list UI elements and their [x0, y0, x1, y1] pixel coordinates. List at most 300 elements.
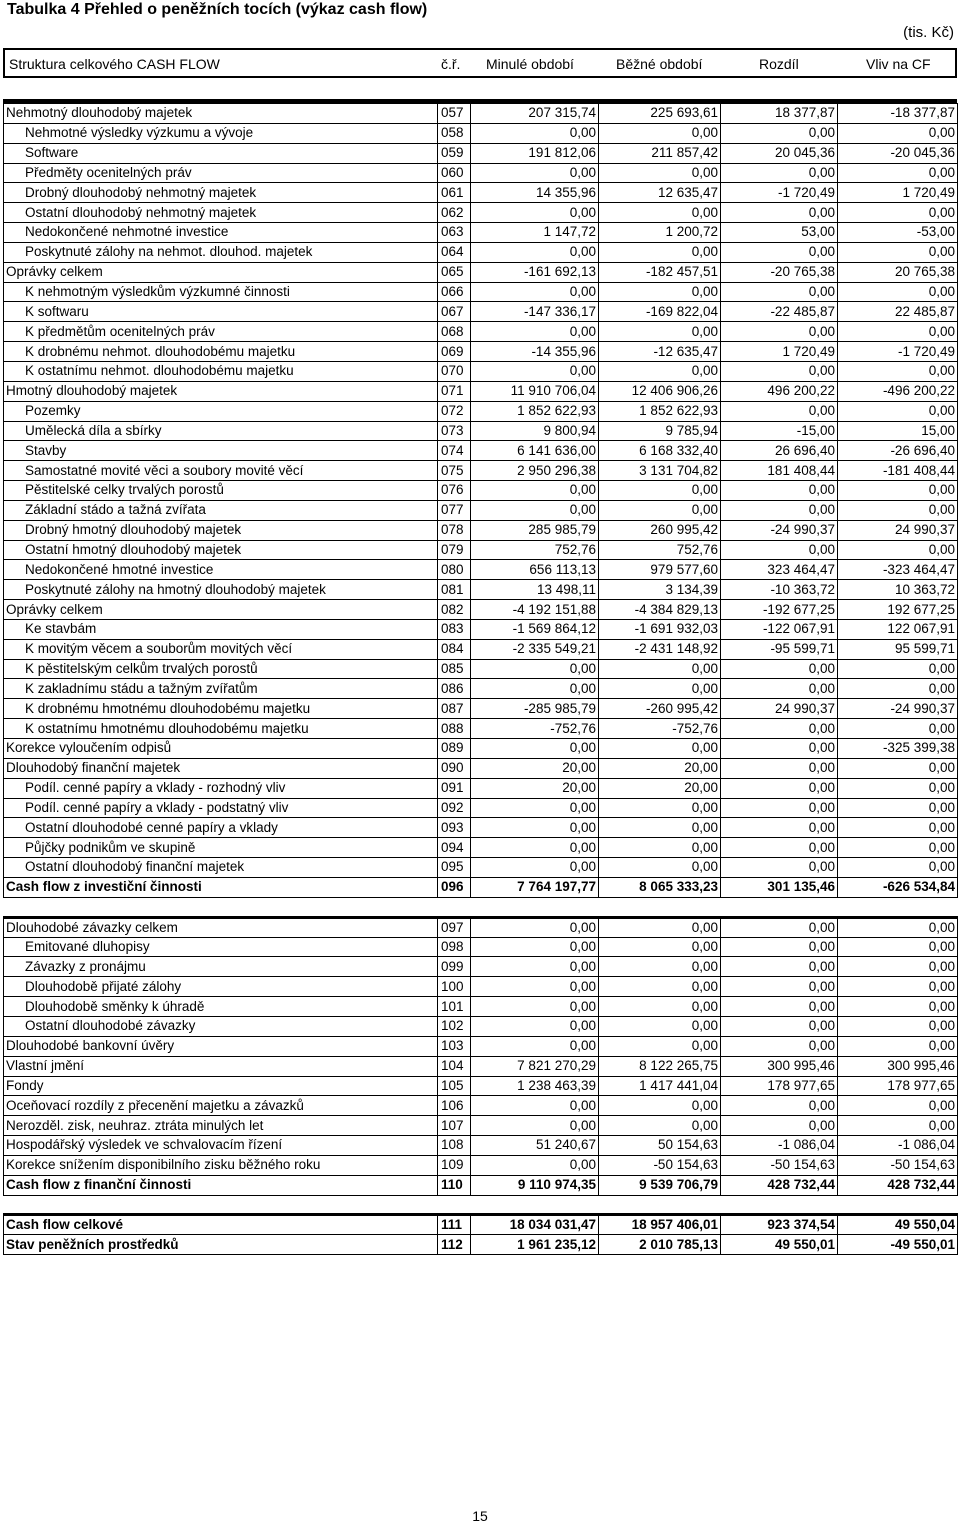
row-cf-value: 0,00 [838, 401, 958, 421]
table-row [4, 977, 958, 997]
row-diff-value: 0,00 [721, 778, 838, 798]
row-label: Umělecká díla a sbírky [4, 421, 438, 441]
spacer-cell [721, 1195, 838, 1215]
row-label: Oceňovací rozdíly z přecenění majetku a závazků [4, 1096, 438, 1116]
row-code: 106 [438, 1096, 471, 1116]
spacer-cell [721, 897, 838, 917]
row-prev-value: 752,76 [471, 540, 599, 560]
row-diff-value: 0,00 [721, 977, 838, 997]
row-diff-value: 0,00 [721, 1036, 838, 1056]
row-prev-value: 0,00 [471, 500, 599, 520]
row-curr-value: -169 822,04 [599, 302, 721, 322]
row-label: Pěstitelské celky trvalých porostů [4, 481, 438, 501]
row-code: 094 [438, 838, 471, 858]
row-label: Poskytnuté zálohy na nehmot. dlouhod. majetek [4, 242, 438, 262]
row-code: 091 [438, 778, 471, 798]
row-diff-value: 496 200,22 [721, 381, 838, 401]
row-code: 060 [438, 163, 471, 183]
row-label: K drobnému hmotnému dlouhodobému majetku [4, 699, 438, 719]
row-prev-value: 18 034 031,47 [471, 1215, 599, 1235]
row-cf-value: 24 990,37 [838, 520, 958, 540]
row-label: Nedokončené hmotné investice [4, 560, 438, 580]
table-row [4, 540, 958, 560]
row-prev-value: 0,00 [471, 917, 599, 937]
row-cf-value: 0,00 [838, 1096, 958, 1116]
row-diff-value: 0,00 [721, 739, 838, 759]
table-row [4, 619, 958, 639]
table-row [4, 798, 958, 818]
row-curr-value: 12 635,47 [599, 183, 721, 203]
row-diff-value: 0,00 [721, 242, 838, 262]
row-label: Cash flow z finanční činnosti [4, 1175, 438, 1195]
row-diff-value: -24 990,37 [721, 520, 838, 540]
row-diff-value: -15,00 [721, 421, 838, 441]
row-prev-value: 6 141 636,00 [471, 441, 599, 461]
row-prev-value: 7 764 197,77 [471, 877, 599, 897]
row-diff-value: -20 765,38 [721, 262, 838, 282]
row-prev-value: -752,76 [471, 719, 599, 739]
row-label: Ostatní dlouhodobé cenné papíry a vklady [4, 818, 438, 838]
row-curr-value: 8 122 265,75 [599, 1056, 721, 1076]
row-label: Ke stavbám [4, 619, 438, 639]
row-prev-value: 0,00 [471, 203, 599, 223]
row-curr-value: -1 691 932,03 [599, 619, 721, 639]
row-curr-value: 20,00 [599, 758, 721, 778]
spacer-cell [438, 897, 471, 917]
row-curr-value: 0,00 [599, 997, 721, 1017]
row-prev-value: -2 335 549,21 [471, 639, 599, 659]
row-code: 063 [438, 223, 471, 243]
row-curr-value: 0,00 [599, 957, 721, 977]
row-cf-value: 300 995,46 [838, 1056, 958, 1076]
row-prev-value: 51 240,67 [471, 1136, 599, 1156]
row-curr-value: 0,00 [599, 977, 721, 997]
row-curr-value: 1 200,72 [599, 223, 721, 243]
row-code: 100 [438, 977, 471, 997]
row-curr-value: 18 957 406,01 [599, 1215, 721, 1235]
row-label: K ostatnímu nehmot. dlouhodobému majetku [4, 361, 438, 381]
row-code: 104 [438, 1056, 471, 1076]
row-code: 065 [438, 262, 471, 282]
row-curr-value: -2 431 148,92 [599, 639, 721, 659]
row-cf-value: 192 677,25 [838, 600, 958, 620]
row-code: 086 [438, 679, 471, 699]
row-curr-value: -50 154,63 [599, 1155, 721, 1175]
row-diff-value: 0,00 [721, 123, 838, 143]
row-code: 057 [438, 104, 471, 124]
row-cf-value: 0,00 [838, 242, 958, 262]
row-code: 108 [438, 1136, 471, 1156]
row-prev-value: 0,00 [471, 818, 599, 838]
row-label: Cash flow z investiční činnosti [4, 877, 438, 897]
row-label: Ostatní dlouhodobé závazky [4, 1016, 438, 1036]
row-diff-value: -95 599,71 [721, 639, 838, 659]
row-diff-value: 428 732,44 [721, 1175, 838, 1195]
row-cf-value: 1 720,49 [838, 183, 958, 203]
row-diff-value: 0,00 [721, 540, 838, 560]
row-diff-value: 24 990,37 [721, 699, 838, 719]
row-cf-value: 0,00 [838, 322, 958, 342]
row-label: Dlouhodobě přijaté zálohy [4, 977, 438, 997]
row-cf-value: 0,00 [838, 937, 958, 957]
row-code: 092 [438, 798, 471, 818]
row-cf-value: 15,00 [838, 421, 958, 441]
row-diff-value: 1 720,49 [721, 342, 838, 362]
row-diff-value: 0,00 [721, 679, 838, 699]
table-row [4, 1155, 958, 1175]
row-prev-value: -161 692,13 [471, 262, 599, 282]
row-label: Ostatní dlouhodobý nehmotný majetek [4, 203, 438, 223]
row-label: Fondy [4, 1076, 438, 1096]
row-code: 062 [438, 203, 471, 223]
row-label: Dlouhodobý finanční majetek [4, 758, 438, 778]
row-diff-value: 0,00 [721, 500, 838, 520]
table-row [4, 143, 958, 163]
row-cf-value: -181 408,44 [838, 461, 958, 481]
row-code: 089 [438, 739, 471, 759]
table-row [4, 242, 958, 262]
row-label: Software [4, 143, 438, 163]
row-label: Vlastní jmění [4, 1056, 438, 1076]
row-diff-value: 0,00 [721, 719, 838, 739]
row-prev-value: 13 498,11 [471, 580, 599, 600]
row-code: 068 [438, 322, 471, 342]
row-diff-value: 0,00 [721, 401, 838, 421]
row-curr-value: 6 168 332,40 [599, 441, 721, 461]
row-label: Ostatní dlouhodobý finanční majetek [4, 858, 438, 878]
row-diff-value: 26 696,40 [721, 441, 838, 461]
row-diff-value: 0,00 [721, 997, 838, 1017]
row-cf-value: 0,00 [838, 1016, 958, 1036]
table-row [4, 282, 958, 302]
row-cf-value: -1 720,49 [838, 342, 958, 362]
row-code: 082 [438, 600, 471, 620]
row-label: Dlouhodobé bankovní úvěry [4, 1036, 438, 1056]
row-prev-value: 9 110 974,35 [471, 1175, 599, 1195]
row-label: Emitované dluhopisy [4, 937, 438, 957]
table-row [4, 421, 958, 441]
row-cf-value: 428 732,44 [838, 1175, 958, 1195]
row-curr-value: 0,00 [599, 242, 721, 262]
row-label: K softwaru [4, 302, 438, 322]
row-code: 064 [438, 242, 471, 262]
row-prev-value: 207 315,74 [471, 104, 599, 124]
row-label: Drobný dlouhodobý nehmotný majetek [4, 183, 438, 203]
row-cf-value: -26 696,40 [838, 441, 958, 461]
row-curr-value: 0,00 [599, 659, 721, 679]
row-code: 110 [438, 1175, 471, 1195]
row-cf-value: 178 977,65 [838, 1076, 958, 1096]
row-label: Podíl. cenné papíry a vklady - rozhodný vliv [4, 778, 438, 798]
row-code: 101 [438, 997, 471, 1017]
row-curr-value: 0,00 [599, 282, 721, 302]
row-diff-value: -192 677,25 [721, 600, 838, 620]
row-diff-value: 53,00 [721, 223, 838, 243]
row-diff-value: 178 977,65 [721, 1076, 838, 1096]
row-diff-value: 0,00 [721, 758, 838, 778]
row-code: 099 [438, 957, 471, 977]
table-row [4, 699, 958, 719]
row-prev-value: 1 238 463,39 [471, 1076, 599, 1096]
row-curr-value: 0,00 [599, 679, 721, 699]
row-code: 093 [438, 818, 471, 838]
table-row [4, 639, 958, 659]
row-prev-value: 191 812,06 [471, 143, 599, 163]
row-cf-value: -18 377,87 [838, 104, 958, 124]
row-cf-value: 0,00 [838, 540, 958, 560]
row-label: Ostatní hmotný dlouhodobý majetek [4, 540, 438, 560]
row-label: K nehmotným výsledkům výzkumné činnosti [4, 282, 438, 302]
table-header [3, 48, 957, 78]
row-cf-value: 0,00 [838, 778, 958, 798]
row-cf-value: -24 990,37 [838, 699, 958, 719]
row-label: Stavby [4, 441, 438, 461]
row-prev-value: 0,00 [471, 1016, 599, 1036]
row-cf-value: 0,00 [838, 838, 958, 858]
table-row [4, 223, 958, 243]
table-row [4, 123, 958, 143]
row-cf-value: -496 200,22 [838, 381, 958, 401]
row-prev-value: 20,00 [471, 778, 599, 798]
row-curr-value: 3 131 704,82 [599, 461, 721, 481]
row-prev-value: 0,00 [471, 1096, 599, 1116]
row-prev-value: -147 336,17 [471, 302, 599, 322]
row-cf-value: 0,00 [838, 1116, 958, 1136]
row-label: Předměty ocenitelných práv [4, 163, 438, 183]
row-diff-value: 0,00 [721, 917, 838, 937]
row-diff-value: -122 067,91 [721, 619, 838, 639]
row-diff-value: 0,00 [721, 322, 838, 342]
row-curr-value: 0,00 [599, 123, 721, 143]
row-prev-value: 0,00 [471, 242, 599, 262]
row-cf-value: 0,00 [838, 1036, 958, 1056]
table-row [4, 818, 958, 838]
row-code: 079 [438, 540, 471, 560]
row-label: K drobnému nehmot. dlouhodobému majetku [4, 342, 438, 362]
row-label: Nerozděl. zisk, neuhraz. ztráta minulých let [4, 1116, 438, 1136]
row-label: Nehmotné výsledky výzkumu a vývoje [4, 123, 438, 143]
table-row [4, 520, 958, 540]
row-cf-value: 0,00 [838, 500, 958, 520]
table-row [4, 104, 958, 124]
row-prev-value: 9 800,94 [471, 421, 599, 441]
row-diff-value: -50 154,63 [721, 1155, 838, 1175]
table-row [4, 1076, 958, 1096]
row-diff-value: 0,00 [721, 798, 838, 818]
row-curr-value: 0,00 [599, 1036, 721, 1056]
row-label: K zakladnímu stádu a tažným zvířatům [4, 679, 438, 699]
row-diff-value: -1 086,04 [721, 1136, 838, 1156]
row-prev-value: 0,00 [471, 1036, 599, 1056]
table-row [4, 342, 958, 362]
row-prev-value: 0,00 [471, 123, 599, 143]
row-cf-value: -53,00 [838, 223, 958, 243]
row-cf-value: 0,00 [838, 123, 958, 143]
table-row [4, 163, 958, 183]
spacer-cell [4, 897, 438, 917]
row-code: 098 [438, 937, 471, 957]
row-curr-value: 225 693,61 [599, 104, 721, 124]
row-cf-value: 0,00 [838, 481, 958, 501]
row-code: 058 [438, 123, 471, 143]
row-diff-value: 0,00 [721, 481, 838, 501]
row-cf-value: 0,00 [838, 858, 958, 878]
table-row [4, 778, 958, 798]
row-label: Stav peněžních prostředků [4, 1235, 438, 1255]
table-row [4, 401, 958, 421]
table-row [4, 183, 958, 203]
table-row [4, 461, 958, 481]
row-curr-value: 0,00 [599, 858, 721, 878]
row-diff-value: 0,00 [721, 838, 838, 858]
row-prev-value: 0,00 [471, 481, 599, 501]
row-diff-value: 49 550,01 [721, 1235, 838, 1255]
row-prev-value: -285 985,79 [471, 699, 599, 719]
row-code: 070 [438, 361, 471, 381]
row-diff-value: 18 377,87 [721, 104, 838, 124]
row-cf-value: 0,00 [838, 163, 958, 183]
row-curr-value: 9 539 706,79 [599, 1175, 721, 1195]
row-label: Podíl. cenné papíry a vklady - podstatný vliv [4, 798, 438, 818]
row-diff-value: 0,00 [721, 203, 838, 223]
row-label: Cash flow celkové [4, 1215, 438, 1235]
row-code: 067 [438, 302, 471, 322]
row-prev-value: -1 569 864,12 [471, 619, 599, 639]
row-curr-value: 0,00 [599, 481, 721, 501]
row-prev-value: 1 961 235,12 [471, 1235, 599, 1255]
row-label: Dlouhodobě směnky k úhradě [4, 997, 438, 1017]
table-row [4, 381, 958, 401]
row-prev-value: 0,00 [471, 739, 599, 759]
table-row [4, 1175, 958, 1195]
table-row [4, 758, 958, 778]
row-prev-value: 2 950 296,38 [471, 461, 599, 481]
row-prev-value: 285 985,79 [471, 520, 599, 540]
row-diff-value: 0,00 [721, 1016, 838, 1036]
row-label: Nedokončené nehmotné investice [4, 223, 438, 243]
row-prev-value: 0,00 [471, 679, 599, 699]
row-cf-value: -49 550,01 [838, 1235, 958, 1255]
row-cf-value: 0,00 [838, 997, 958, 1017]
row-curr-value: -260 995,42 [599, 699, 721, 719]
row-curr-value: 12 406 906,26 [599, 381, 721, 401]
header-prev: Minulé období [486, 56, 574, 72]
row-code: 071 [438, 381, 471, 401]
table-row [4, 560, 958, 580]
table-row [4, 719, 958, 739]
row-label: Půjčky podnikům ve skupině [4, 838, 438, 858]
row-cf-value: -1 086,04 [838, 1136, 958, 1156]
spacer-cell [438, 1195, 471, 1215]
row-cf-value: 0,00 [838, 977, 958, 997]
table-row [4, 600, 958, 620]
table-row [4, 262, 958, 282]
row-prev-value: 7 821 270,29 [471, 1056, 599, 1076]
row-curr-value: 260 995,42 [599, 520, 721, 540]
row-diff-value: 20 045,36 [721, 143, 838, 163]
row-prev-value: -4 192 151,88 [471, 600, 599, 620]
row-label: Poskytnuté zálohy na hmotný dlouhodobý majetek [4, 580, 438, 600]
row-curr-value: 2 010 785,13 [599, 1235, 721, 1255]
row-curr-value: 0,00 [599, 322, 721, 342]
row-prev-value: 0,00 [471, 361, 599, 381]
row-curr-value: 0,00 [599, 163, 721, 183]
row-code: 095 [438, 858, 471, 878]
row-curr-value: 0,00 [599, 361, 721, 381]
table-row [4, 1056, 958, 1076]
row-cf-value: 0,00 [838, 917, 958, 937]
row-code: 102 [438, 1016, 471, 1036]
row-prev-value: 0,00 [471, 282, 599, 302]
table-row [4, 1116, 958, 1136]
row-label: Oprávky celkem [4, 600, 438, 620]
row-prev-value: 0,00 [471, 977, 599, 997]
row-code: 078 [438, 520, 471, 540]
row-diff-value: 181 408,44 [721, 461, 838, 481]
row-prev-value: 0,00 [471, 163, 599, 183]
row-diff-value: 0,00 [721, 937, 838, 957]
table-row [4, 659, 958, 679]
row-cf-value: 0,00 [838, 203, 958, 223]
row-cf-value: 0,00 [838, 719, 958, 739]
row-code: 081 [438, 580, 471, 600]
table-row [4, 1235, 958, 1255]
spacer-cell [4, 1195, 438, 1215]
table-row [4, 679, 958, 699]
row-label: K ostatnímu hmotnému dlouhodobému majetku [4, 719, 438, 739]
row-diff-value: 0,00 [721, 1096, 838, 1116]
row-curr-value: 0,00 [599, 203, 721, 223]
spacer-cell [838, 897, 958, 917]
row-label: Závazky z pronájmu [4, 957, 438, 977]
row-curr-value: 0,00 [599, 739, 721, 759]
row-label: Samostatné movité věci a soubory movité věcí [4, 461, 438, 481]
row-curr-value: -12 635,47 [599, 342, 721, 362]
row-label: Nehmotný dlouhodobý majetek [4, 104, 438, 124]
table-row [4, 361, 958, 381]
row-label: Pozemky [4, 401, 438, 421]
unit-label: (tis. Kč) [903, 24, 954, 41]
table-row [4, 481, 958, 501]
row-code: 066 [438, 282, 471, 302]
row-code: 088 [438, 719, 471, 739]
row-label: K předmětům ocenitelných práv [4, 322, 438, 342]
row-cf-value: 0,00 [838, 679, 958, 699]
row-cf-value: -50 154,63 [838, 1155, 958, 1175]
row-cf-value: 20 765,38 [838, 262, 958, 282]
spacer-cell [838, 1195, 958, 1215]
row-label: K pěstitelským celkům trvalých porostů [4, 659, 438, 679]
row-code: 087 [438, 699, 471, 719]
header-code: č.ř. [441, 56, 461, 72]
row-code: 109 [438, 1155, 471, 1175]
table-row [4, 997, 958, 1017]
row-curr-value: 0,00 [599, 818, 721, 838]
row-code: 061 [438, 183, 471, 203]
table-row [4, 1136, 958, 1156]
row-code: 073 [438, 421, 471, 441]
row-label: Dlouhodobé závazky celkem [4, 917, 438, 937]
table-row [4, 322, 958, 342]
table-row [4, 739, 958, 759]
row-label: Drobný hmotný dlouhodobý majetek [4, 520, 438, 540]
page-title: Tabulka 4 Přehled o peněžních tocích (výkaz cash flow) [7, 1, 428, 18]
row-code: 107 [438, 1116, 471, 1136]
row-diff-value: -10 363,72 [721, 580, 838, 600]
row-cf-value: 122 067,91 [838, 619, 958, 639]
row-prev-value: 0,00 [471, 798, 599, 818]
row-cf-value: 0,00 [838, 818, 958, 838]
